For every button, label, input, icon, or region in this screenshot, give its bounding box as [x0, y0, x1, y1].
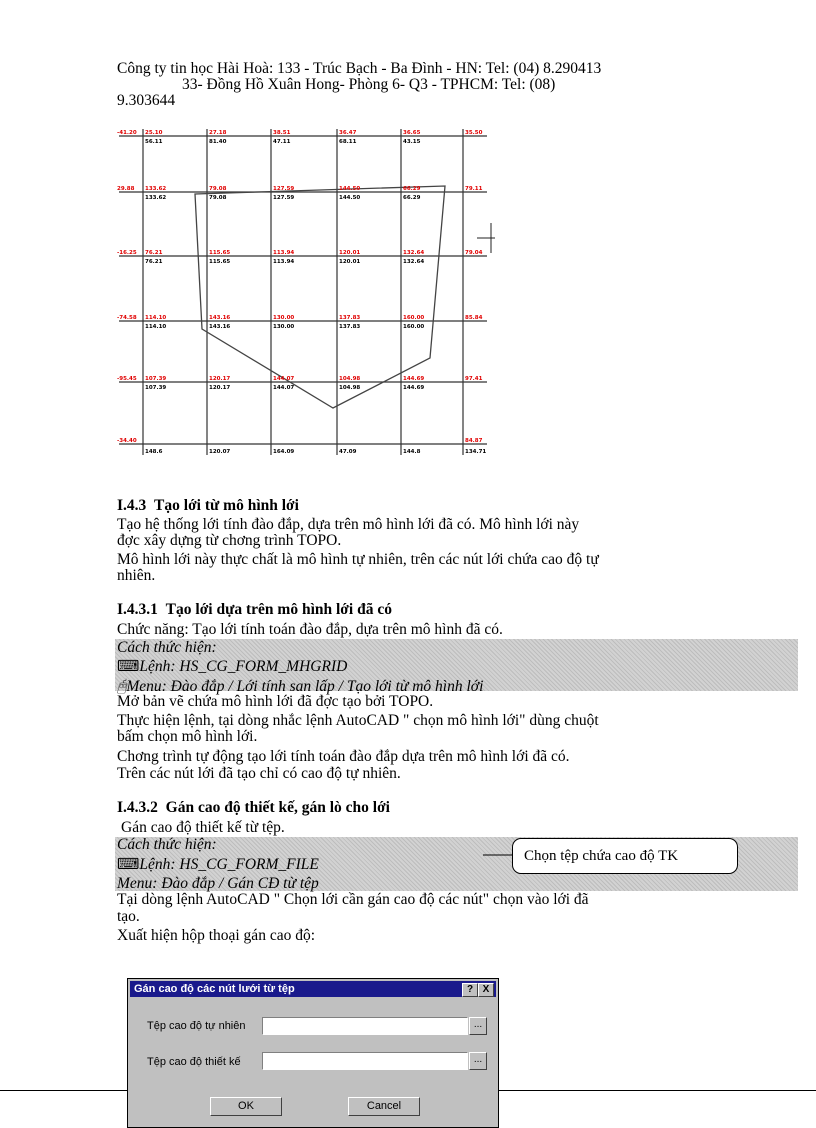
- node-elevation-black: 114.10: [145, 324, 167, 330]
- header-line-2: 33- Đồng Hồ Xuân Hong- Phòng 6- Q3 - TPHCM: Tel: (08): [182, 76, 556, 93]
- function-line: Chức năng: Tạo lới tính toán đào đắp, dựa trên mô hình đã có.: [117, 621, 503, 638]
- node-elevation-red: 133.62: [145, 186, 167, 192]
- help-button[interactable]: ?: [462, 983, 478, 997]
- row-left-label: -16.25: [117, 250, 137, 256]
- node-elevation-red: 114.10: [145, 315, 167, 321]
- node-elevation-black: 43.15: [403, 139, 421, 145]
- step-line: Chơng trình tự động tạo lới tính toán đào đắp dựa trên mô hình lới đã có.: [117, 748, 570, 765]
- header-line-3: 9.303644: [117, 92, 176, 109]
- callout-note: Chọn tệp chứa cao độ TK: [512, 838, 738, 874]
- heading-1-4-3: [117, 498, 299, 514]
- design-browse-button[interactable]: [469, 1052, 487, 1070]
- node-elevation-red: 144.07: [273, 376, 295, 382]
- heading-1-4-3-1: [117, 602, 392, 618]
- assign-elevation-dialog: [127, 978, 499, 1128]
- row-left-label: -95.45: [117, 376, 137, 382]
- bottom-node-label: 47.09: [339, 449, 357, 455]
- node-elevation-red: 130.00: [273, 315, 295, 321]
- heading-text: Tạo lới dựa trên mô hình lới đã có: [165, 601, 392, 618]
- node-elevation-red: 143.16: [209, 315, 231, 321]
- node-elevation-red: 113.94: [273, 250, 295, 256]
- node-elevation-red: 137.83: [339, 315, 361, 321]
- command-text: Lệnh: HS_CG_FORM_FILE: [139, 856, 319, 873]
- node-elevation-black: 120.17: [209, 385, 231, 391]
- how-label: Cách thức hiện:: [117, 836, 217, 853]
- heading-text: Gán cao độ thiết kế, gán lò cho lới: [165, 799, 390, 816]
- paragraph-line: nhiên.: [117, 567, 156, 584]
- menu-text: Menu: Đào đắp / Lới tính san lấp / Tạo lới từ mô hình lới: [126, 678, 484, 695]
- cancel-button[interactable]: Cancel: [348, 1097, 420, 1116]
- step-line: Mở bản vẽ chứa mô hình lới đã đợc tạo bởi TOPO.: [117, 693, 434, 710]
- step-line: Thực hiện lệnh, tại dòng nhắc lệnh AutoCAD " chọn mô hình lới" dùng chuột: [117, 712, 599, 729]
- node-elevation-red: 38.51: [273, 130, 291, 136]
- step-line: tạo.: [117, 908, 140, 925]
- row-right-label: 79.11: [465, 186, 483, 192]
- node-elevation-red: 27.18: [209, 130, 227, 136]
- node-elevation-black: 144.69: [403, 385, 425, 391]
- node-elevation-black: 76.21: [145, 259, 163, 265]
- node-elevation-black: 68.11: [339, 139, 357, 145]
- ok-button[interactable]: OK: [210, 1097, 282, 1116]
- heading-number: I.4.3.1: [117, 601, 158, 618]
- node-elevation-black: 137.83: [339, 324, 361, 330]
- step-line: Tại dòng lệnh AutoCAD " Chọn lới cần gán cao độ các nút" chọn vào lới đã: [117, 891, 589, 908]
- dialog-title: Gán cao độ các nút lưới từ tệp: [134, 983, 295, 995]
- grid-model-figure: [115, 123, 495, 460]
- node-elevation-black: 144.50: [339, 195, 361, 201]
- node-elevation-black: 143.16: [209, 324, 231, 330]
- node-elevation-red: 120.17: [209, 376, 231, 382]
- mouse-icon: 🖰: [117, 678, 127, 695]
- bottom-node-label: 120.07: [209, 449, 231, 455]
- node-elevation-black: 81.40: [209, 139, 227, 145]
- node-elevation-black: 113.94: [273, 259, 295, 265]
- design-elevation-label: Tệp cao độ thiết kế: [147, 1056, 241, 1068]
- bottom-node-label: 134.71: [465, 449, 487, 455]
- row-right-label: 79.04: [465, 250, 483, 256]
- command-text: Lệnh: HS_CG_FORM_MHGRID: [139, 658, 348, 675]
- command-line: [117, 857, 319, 873]
- row-left-label: -74.58: [117, 315, 137, 321]
- step-line: bấm chọn mô hình lới.: [117, 728, 258, 745]
- heading-text: Tạo lới từ mô hình lới: [154, 497, 299, 514]
- node-elevation-black: 130.00: [273, 324, 295, 330]
- node-elevation-red: 76.21: [145, 250, 163, 256]
- node-elevation-black: 133.62: [145, 195, 167, 201]
- dots-icon: ...: [473, 1054, 483, 1065]
- node-elevation-red: 36.65: [403, 130, 421, 136]
- node-elevation-red: 25.10: [145, 130, 163, 136]
- node-elevation-black: 107.39: [145, 385, 167, 391]
- paragraph-line: đợc xây dựng từ chơng trình TOPO.: [117, 532, 342, 549]
- node-elevation-red: 79.08: [209, 186, 227, 192]
- bottom-node-label: 144.8: [403, 449, 421, 455]
- boundary-polygon: [195, 186, 445, 408]
- node-elevation-red: 160.00: [403, 315, 425, 321]
- heading-1-4-3-2: [117, 800, 390, 816]
- node-elevation-red: 132.64: [403, 250, 425, 256]
- node-elevation-red: 104.98: [339, 376, 361, 382]
- row-left-label: -41.20: [117, 130, 137, 136]
- node-elevation-black: 144.07: [273, 385, 295, 391]
- natural-browse-button[interactable]: ...: [469, 1017, 487, 1035]
- header-line-1: Công ty tin học Hài Hoà: 133 - Trúc Bạch - Ba Đình - HN: Tel: (04) 8.290413: [117, 60, 602, 77]
- design-elevation-file-input[interactable]: [262, 1052, 468, 1070]
- node-elevation-red: 144.69: [403, 376, 425, 382]
- row-left-label: -34.40: [117, 438, 137, 444]
- natural-elevation-label: Tệp cao độ tự nhiên: [147, 1020, 246, 1032]
- node-elevation-red: 66.29: [403, 186, 421, 192]
- node-elevation-red: 36.47: [339, 130, 357, 136]
- menu-line: Menu: Đào đắp / Gán CĐ từ tệp: [117, 875, 319, 892]
- node-elevation-red: 107.39: [145, 376, 167, 382]
- node-elevation-black: 104.98: [339, 385, 361, 391]
- node-elevation-black: 127.59: [273, 195, 295, 201]
- row-right-label: 84.87: [465, 438, 483, 444]
- node-elevation-black: 79.08: [209, 195, 227, 201]
- callout-pointer: [480, 850, 514, 860]
- row-left-label: 29.88: [117, 186, 135, 192]
- row-right-label: 85.84: [465, 315, 483, 321]
- function-line: Gán cao độ thiết kế từ tệp.: [121, 819, 285, 836]
- command-line: [117, 659, 347, 675]
- node-elevation-red: 144.50: [339, 186, 361, 192]
- keyboard-icon: ⌨: [117, 856, 140, 873]
- heading-number: I.4.3: [117, 497, 147, 514]
- heading-number: I.4.3.2: [117, 799, 158, 816]
- close-button[interactable]: X: [478, 983, 494, 997]
- node-elevation-black: 66.29: [403, 195, 421, 201]
- row-right-label: 97.41: [465, 376, 483, 382]
- node-elevation-red: 127.59: [273, 186, 295, 192]
- natural-elevation-file-input[interactable]: [262, 1017, 468, 1035]
- step-line: Xuất hiện hộp thoại gán cao độ:: [117, 927, 316, 944]
- node-elevation-black: 56.11: [145, 139, 163, 145]
- bottom-node-label: 164.09: [273, 449, 295, 455]
- bottom-node-label: 148.6: [145, 449, 163, 455]
- paragraph-line: Tạo hệ thống lới tính đào đắp, dựa trên mô hình lới đã có. Mô hình lới này: [117, 516, 580, 533]
- node-elevation-black: 47.11: [273, 139, 291, 145]
- node-elevation-black: 120.01: [339, 259, 361, 265]
- paragraph-line: Mô hình lới này thực chất là mô hình tự nhiên, trên các nút lới chứa cao độ tự: [117, 551, 599, 568]
- dialog-title-bar: [130, 981, 496, 997]
- node-elevation-black: 160.00: [403, 324, 425, 330]
- how-label: Cách thức hiện:: [117, 639, 217, 656]
- step-line: Trên các nút lới đã tạo chỉ có cao độ tự nhiên.: [117, 765, 401, 782]
- node-elevation-red: 115.65: [209, 250, 231, 256]
- node-elevation-red: 120.01: [339, 250, 361, 256]
- row-right-label: 35.50: [465, 130, 483, 136]
- keyboard-icon: ⌨: [117, 658, 140, 675]
- node-elevation-black: 115.65: [209, 259, 231, 265]
- node-elevation-black: 132.64: [403, 259, 425, 265]
